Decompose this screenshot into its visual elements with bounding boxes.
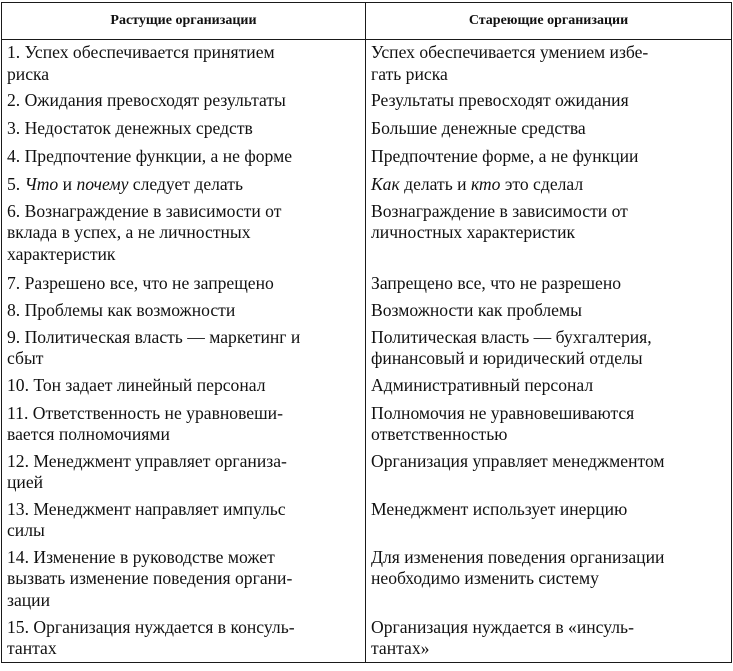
cell-growing: 4. Предпочтение функции, а не форме xyxy=(2,144,366,172)
table-row xyxy=(2,401,732,449)
cell-text-italic: Как xyxy=(371,173,400,194)
cell-text: это сделал xyxy=(500,173,584,194)
table-row xyxy=(2,144,732,172)
cell-text: и xyxy=(58,173,77,194)
table-row xyxy=(2,40,732,88)
table-row xyxy=(2,373,732,401)
cell-text: следует делать xyxy=(128,173,243,194)
cell-growing: 9. Политическая власть — маркетинг и сбыт xyxy=(2,325,366,373)
table-row xyxy=(2,545,732,615)
cell-text: 5. xyxy=(7,173,25,194)
cell-aging: Организация нуждается в «инсуль- тантах» xyxy=(366,615,732,663)
cell-growing: 14. Изменение в руководстве может вызвать изменение поведения органи- зации xyxy=(2,545,366,615)
cell-aging: Административный персонал xyxy=(366,373,732,401)
cell-aging: Организация управляет менеджментом xyxy=(366,449,732,497)
cell-aging: Для изменения поведения организации необходимо изменить систему xyxy=(366,545,732,615)
cell-growing: 1. Успех обеспечивается принятием риска xyxy=(2,40,366,88)
cell-text: делать и xyxy=(399,173,471,194)
cell-aging: Большие денежные средства xyxy=(366,116,732,144)
table-row xyxy=(2,449,732,497)
table-row xyxy=(2,172,732,199)
cell-growing: 8. Проблемы как возможности xyxy=(2,298,366,325)
cell-text-italic: Что xyxy=(24,173,59,194)
cell-text-italic: почему xyxy=(76,173,129,194)
table-row xyxy=(2,615,732,663)
cell-aging: Запрещено все, что не разрешено xyxy=(366,271,732,298)
table-row xyxy=(2,298,732,325)
table-row xyxy=(2,88,732,116)
cell-text-italic: кто xyxy=(470,173,501,194)
cell-aging: Возможности как проблемы xyxy=(366,298,732,325)
cell-aging: Результаты превосходят ожидания xyxy=(366,88,732,116)
cell-growing: 12. Менеджмент управляет организа- цией xyxy=(2,449,366,497)
cell-growing: 10. Тон задает линейный персонал xyxy=(2,373,366,401)
table-row xyxy=(2,497,732,545)
cell-growing xyxy=(2,172,366,199)
cell-aging xyxy=(366,172,732,199)
cell-aging: Менеджмент использует инерцию xyxy=(366,497,732,545)
cell-aging: Полномочия не уравновешиваются ответственностью xyxy=(366,401,732,449)
header-aging: Стареющие организации xyxy=(366,3,732,40)
table-row xyxy=(2,116,732,144)
cell-aging: Вознаграждение в зависимости от личностных характеристик xyxy=(366,199,732,271)
cell-aging: Предпочтение форме, а не функции xyxy=(366,144,732,172)
cell-growing: 13. Менеджмент направляет импульс силы xyxy=(2,497,366,545)
cell-growing: 11. Ответственность не уравновеши- вается полномочиями xyxy=(2,401,366,449)
cell-aging: Политическая власть — бухгалтерия, финансовый и юридический отделы xyxy=(366,325,732,373)
cell-growing: 2. Ожидания превосходят результаты xyxy=(2,88,366,116)
cell-growing: 15. Организация нуждается в консуль- тантах xyxy=(2,615,366,663)
cell-growing: 6. Вознаграждение в зависимости от вклада в успех, а не личностных характеристик xyxy=(2,199,366,271)
cell-aging: Успех обеспечивается умением избе- гать риска xyxy=(366,40,732,88)
cell-growing: 7. Разрешено все, что не запрещено xyxy=(2,271,366,298)
table-row xyxy=(2,271,732,298)
header-growing: Растущие организации xyxy=(2,3,366,40)
table-row xyxy=(2,199,732,271)
cell-growing: 3. Недостаток денежных средств xyxy=(2,116,366,144)
header-row xyxy=(2,3,732,40)
table-row xyxy=(2,325,732,373)
comparison-table xyxy=(1,2,732,663)
